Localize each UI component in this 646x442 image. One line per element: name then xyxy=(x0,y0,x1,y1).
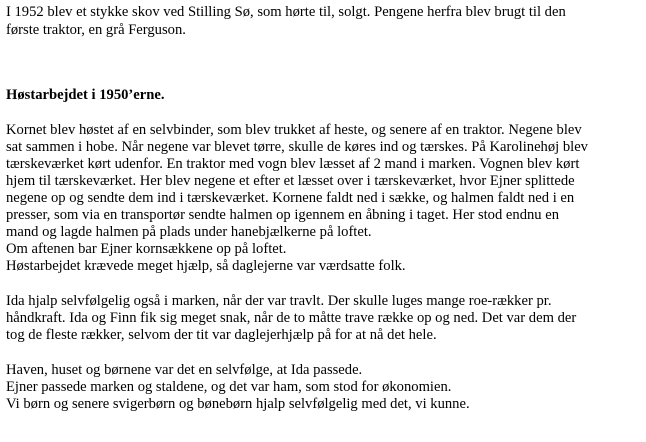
intro-line: første traktor, en grå Ferguson. xyxy=(6,22,186,38)
paragraph-line: presser, som via en transportør sendte halmen op igennem en åbning i taget. Her stod endnu en xyxy=(6,207,560,223)
paragraph-line: hjem til tærskeværket. Her blev negene et efter et læsset over i tærskeværket, hvor Ejner splittede xyxy=(6,173,575,189)
paragraph-line: tærskeværket kørt udenfor. En traktor med vogn blev læsset af 2 mand i marken. Vognen blev kørt xyxy=(6,156,580,172)
intro-line: I 1952 blev et stykke skov ved Stilling Sø, som hørte til, solgt. Pengene herfra blev brugt til den xyxy=(6,4,566,20)
paragraph-line: tog de fleste rækker, selvom der tit var daglejerhjælp på for at nå det hele. xyxy=(6,327,437,343)
paragraph-line: sat sammen i hobe. Når negene var blevet tørre, skulle de køres ind og tærskes. På Karolinehøj blev xyxy=(6,139,588,155)
paragraph-line: Om aftenen bar Ejner kornsækkene op på loftet. xyxy=(6,241,287,257)
section-heading: Høstarbejdet i 1950’erne. xyxy=(6,87,165,103)
paragraph-line: negene op og sendte dem ind i tærskeværket. Kornene faldt ned i sække, og halmen faldt ned i en xyxy=(6,190,575,206)
paragraph-line: Ejner passede marken og staldene, og det var ham, som stod for økonomien. xyxy=(6,379,452,395)
paragraph-line: håndkraft. Ida og Finn fik sig meget snak, når de to måtte trave række op og ned. Det var dem der xyxy=(6,310,577,326)
paragraph-line: Kornet blev høstet af en selvbinder, som blev trukket af heste, og senere af en traktor. Negene blev xyxy=(6,122,582,138)
paragraph-line: Haven, huset og børnene var det en selvfølge, at Ida passede. xyxy=(6,362,363,378)
paragraph-line: Høstarbejdet krævede meget hjælp, så daglejerne var værdsatte folk. xyxy=(6,258,406,274)
paragraph-line: Vi børn og senere svigerbørn og bønebørn hjalp selvfølgelig med det, vi kunne. xyxy=(6,396,470,412)
paragraph-line: Ida hjalp selvfølgelig også i marken, når der var travlt. Der skulle luges mange roe-rækker pr. xyxy=(6,293,552,309)
paragraph-line: mand og lagde halmen på plads under hanebjælkerne på loftet. xyxy=(6,224,372,240)
